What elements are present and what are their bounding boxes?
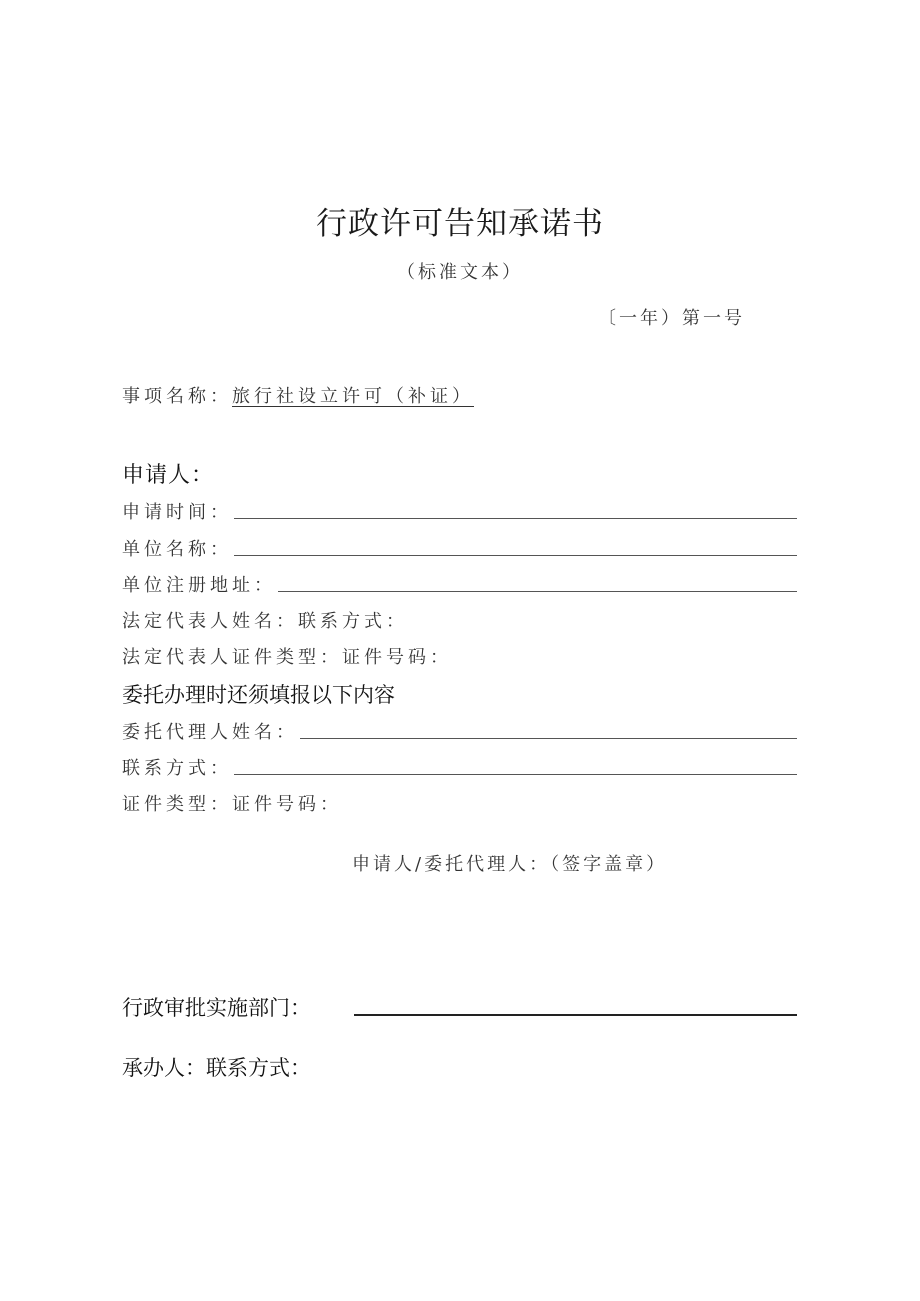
authority-dept-field[interactable]: [354, 1014, 797, 1016]
matter-value: 旅行社设立许可（补证）: [232, 386, 474, 407]
agent-name-label: 委托代理人姓名：: [122, 722, 298, 743]
matter-label: 事项名称：: [122, 386, 232, 407]
apply-time-field[interactable]: [234, 518, 797, 519]
legal-rep-line: 法定代表人姓名：联系方式：: [122, 611, 408, 632]
matter-row: [122, 382, 474, 408]
apply-time-label: 申请时间：: [122, 502, 232, 523]
agent-id-line: 证件类型：证件号码：: [122, 794, 342, 815]
unit-address-field[interactable]: [278, 591, 797, 592]
document-subtitle: （标准文本）: [397, 262, 523, 283]
unit-address-label: 单位注册地址：: [122, 575, 276, 596]
applicant-heading: 申请人：: [122, 463, 215, 488]
unit-name-field[interactable]: [234, 555, 797, 556]
agent-name-field[interactable]: [300, 738, 797, 739]
authority-dept-label: 行政审批实施部门：: [122, 996, 311, 1020]
legal-rep-id-line: 法定代表人证件类型：证件号码：: [122, 647, 452, 668]
agent-contact-label: 联系方式：: [122, 758, 232, 779]
document-number: 〔一年）第一号: [598, 308, 745, 329]
agent-contact-field[interactable]: [234, 774, 797, 775]
signature-label: 申请人/委托代理人：（签字盖章）: [352, 854, 668, 875]
document-title: 行政许可告知承诺书: [316, 206, 604, 242]
unit-name-label: 单位名称：: [122, 539, 232, 560]
handler-line: 承办人：联系方式：: [122, 1056, 311, 1080]
agent-heading: 委托办理时还须填报以下内容: [122, 683, 395, 707]
